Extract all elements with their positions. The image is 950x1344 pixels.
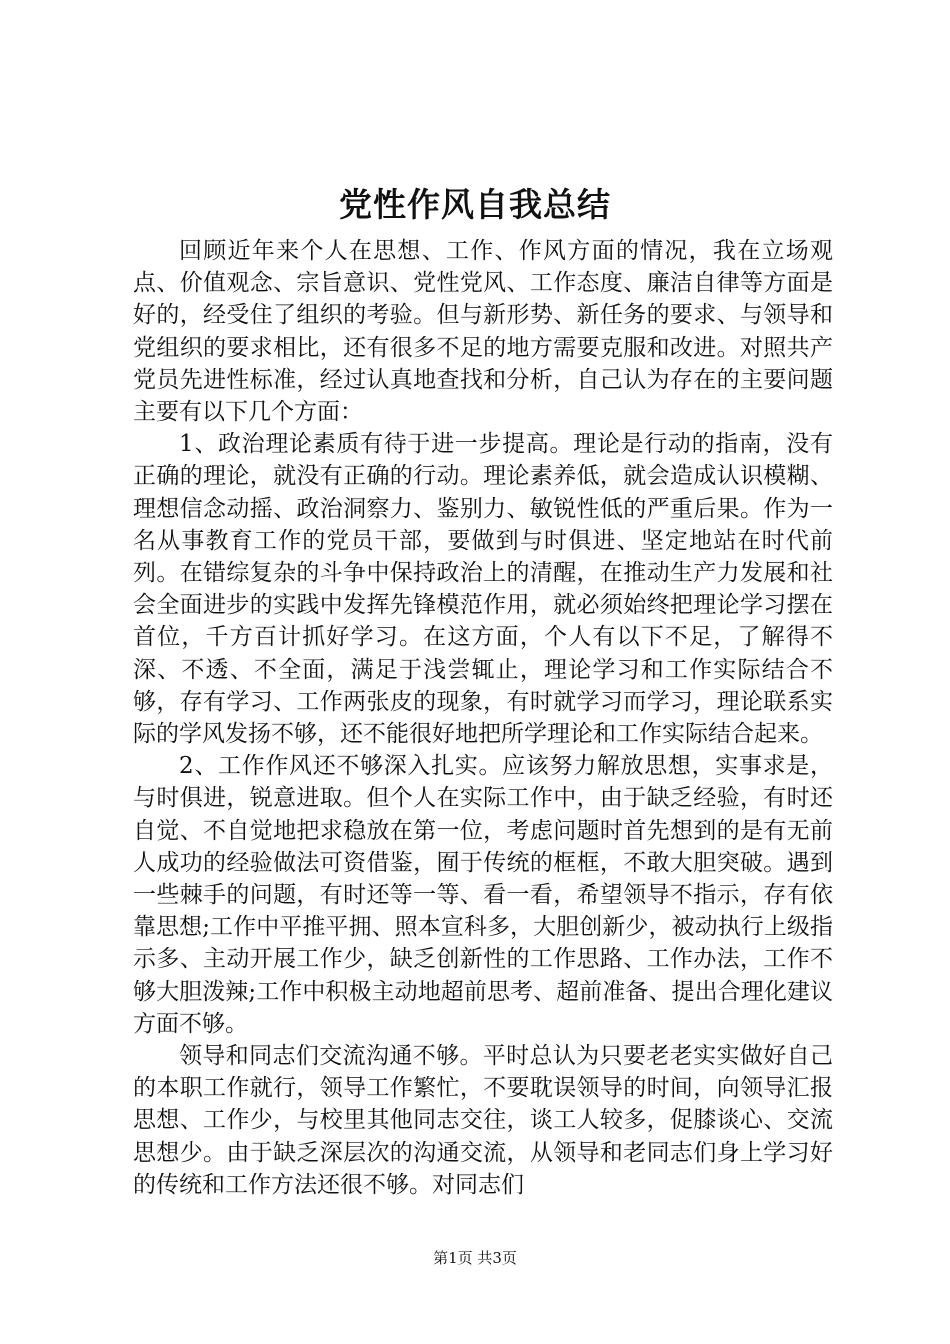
- document-title: 党性作风自我总结: [339, 185, 611, 224]
- paragraph-communication: 领导和同志们交流沟通不够。平时总认为只要老老实实做好自己的本职工作就行，领导工作繁忙，不要耽误领导的时间，向领导汇报思想、工作少，与校里其他同志交往，谈工人较多，促膝谈心、交流思想少。由于缺乏深层次的沟通交流，从领导和老同志们身上学习好的传统和工作方法还很不够。对同志们: [133, 1043, 833, 1198]
- page-footer: 第1页 共3页: [433, 1249, 517, 1267]
- paragraph-political-theory: 1、政治理论素质有待于进一步提高。理论是行动的指南，没有正确的理论，就没有正确的行动。理论素养低，就会造成认识模糊、理想信念动摇、政治洞察力、鉴别力、敏锐性低的严重后果。作为一名从事教育工作的党员干部，要做到与时俱进、坚定地站在时代前列。在错综复杂的斗争中保持政治上的清醒，在推动生产力发展和社会全面进步的实践中发挥先锋模范作用，就必须始终把理论学习摆在首位，千方百计抓好学习。在这方面，个人有以下不足，了解得不深、不透、不全面，满足于浅尝辄止，理论学习和工作实际结合不够，存有学习、工作两张皮的现象，有时就学习而学习，理论联系实际的学风发扬不够，还不能很好地把所学理论和工作实际结合起来。: [133, 431, 833, 748]
- paragraph-work-style: 2、工作作风还不够深入扎实。应该努力解放思想，实事求是，与时俱进，锐意进取。但个人在实际工作中，由于缺乏经验，有时还自觉、不自觉地把求稳放在第一位，考虑问题时首先想到的是有无前人成功的经验做法可资借鉴，囿于传统的框框，不敢大胆突破。遇到一些棘手的问题，有时还等一等、看一看，希望领导不指示，存有依靠思想;工作中平推平拥、照本宣科多，大胆创新少，被动执行上级指示多、主动开展工作少，缺乏创新性的工作思路、工作办法，工作不够大胆泼辣;工作中积极主动地超前思考、超前准备、提出合理化建议方面不够。: [133, 753, 833, 1037]
- paragraph-intro: 回顾近年来个人在思想、工作、作风方面的情况，我在立场观点、价值观念、宗旨意识、党性党风、工作态度、廉洁自律等方面是好的，经受住了组织的考验。但与新形势、新任务的要求、与领导和党组织的要求相比，还有很多不足的地方需要克服和改进。对照共产党员先进性标准，经过认真地查找和分析，自己认为存在的主要问题主要有以下几个方面：: [133, 238, 833, 426]
- document-body: [133, 235, 833, 1201]
